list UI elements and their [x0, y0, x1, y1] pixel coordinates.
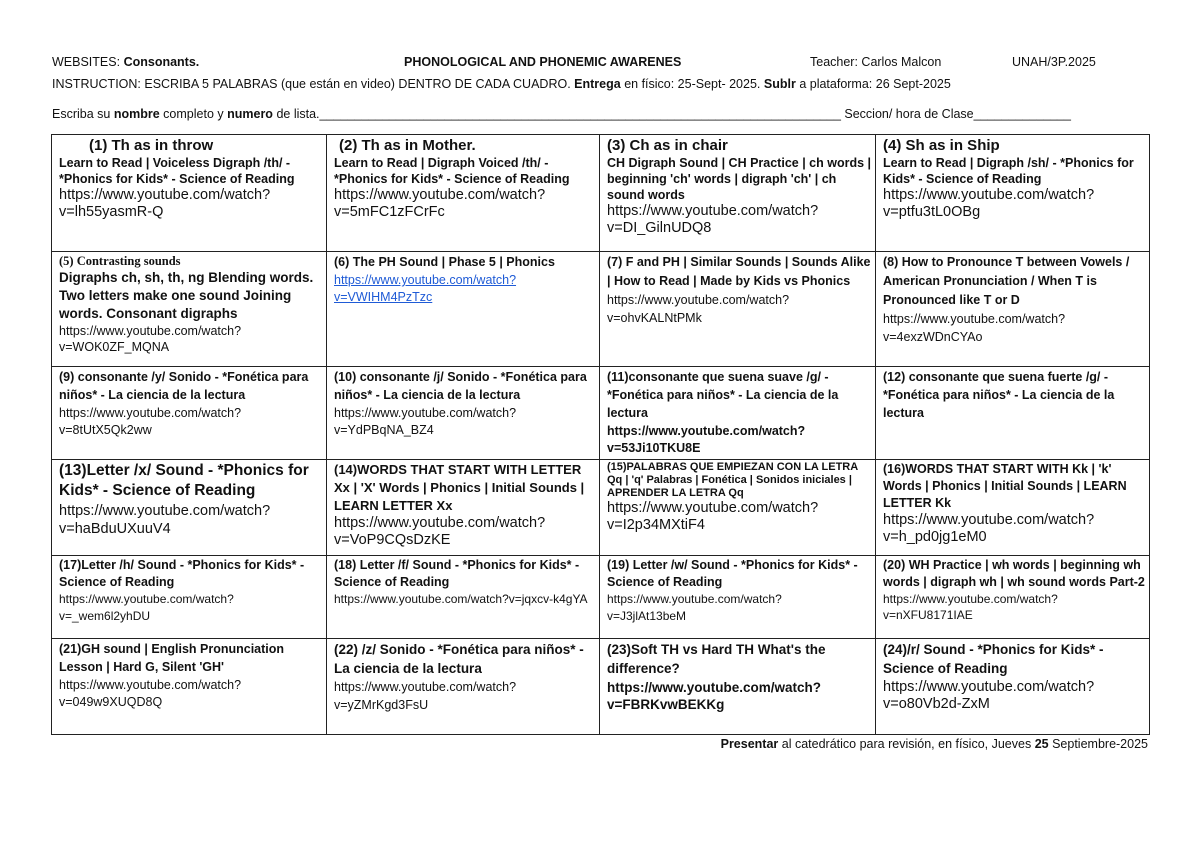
cell-title: (1) Th as in throw: [89, 137, 214, 154]
cell-link[interactable]: https://www.youtube.com/watch?: [607, 500, 819, 516]
cell-subtitle: Learn to Read | Digraph /sh/ - *Phonics for Kids* - Science of Reading: [883, 156, 1134, 186]
name-text-2: completo y: [163, 107, 224, 121]
cell-link-id[interactable]: v=FBRKvwBEKKg: [607, 697, 725, 712]
table-cell-19: [600, 556, 876, 639]
cell-link[interactable]: https://www.youtube.com/watch?: [59, 503, 271, 519]
cell-link[interactable]: https://www.youtube.com/watch?: [334, 680, 517, 694]
websites-line: [52, 55, 199, 69]
footer-day: 25: [1034, 737, 1049, 751]
cell-title: (15)PALABRAS QUE EMPIEZAN CON LA LETRA Qq | 'q' Palabras | Fonética | Sonidos iniciales | APRENDER LA LETRA Qq: [607, 461, 858, 499]
table-cell-16: [876, 460, 1150, 556]
table-cell-8: [876, 252, 1150, 367]
cell-link[interactable]: https://www.youtube.com/watch?: [883, 187, 1095, 203]
cell-title: (13)Letter /x/ Sound - *Phonics for Kids* - Science of Reading: [59, 462, 309, 499]
page-title: PHONOLOGICAL AND PHONEMIC AWARENES: [404, 55, 682, 69]
websites-value: Consonants.: [123, 55, 200, 69]
cell-title: (12) consonante que suena fuerte /g/ - *Fonética para niños* - La ciencia de la lectura: [883, 370, 1115, 420]
cell-link-id[interactable]: v=5mFC1zFCrFc: [334, 204, 445, 220]
table-row: [52, 556, 1150, 639]
cell-title: (6) The PH Sound | Phase 5 | Phonics: [334, 255, 555, 269]
cell-title: (4) Sh as in Ship: [883, 137, 1000, 154]
name-bold: nombre: [113, 107, 160, 121]
cell-title: (18) Letter /f/ Sound - *Phonics for Kids* - Science of Reading: [334, 558, 580, 589]
cell-link-id[interactable]: v=049w9XUQD8Q: [59, 695, 163, 709]
cell-title: (7) F and PH | Similar Sounds | Sounds Alike | How to Read | Made by Kids vs Phonics: [607, 255, 871, 288]
cell-link-id[interactable]: v=YdPBqNA_BZ4: [334, 423, 434, 437]
cell-title: (17)Letter /h/ Sound - *Phonics for Kids* - Science of Reading: [59, 558, 305, 589]
cell-link[interactable]: https://www.youtube.com/watch?: [334, 515, 546, 531]
table-cell-2: [327, 135, 600, 252]
name-text: Escriba su: [52, 107, 111, 121]
cell-subtitle: CH Digraph Sound | CH Practice | ch words | beginning 'ch' words | digraph 'ch' | ch sound words: [607, 156, 872, 202]
table-cell-17: [52, 556, 327, 639]
cell-link-id[interactable]: v=VWIHM4PzTzc: [334, 290, 433, 304]
cell-link-id[interactable]: v=I2p34MXtiF4: [607, 517, 705, 533]
table-row: [52, 639, 1150, 735]
cell-link[interactable]: https://www.youtube.com/watch?: [59, 406, 242, 420]
cell-link[interactable]: https://www.youtube.com/watch?: [607, 293, 790, 307]
instruction-line: [52, 77, 951, 91]
course-code: UNAH/3P.2025: [1012, 55, 1096, 69]
cell-link-id[interactable]: v=_wem6l2yhDU: [59, 609, 151, 623]
table-cell-14: [327, 460, 600, 556]
table-cell-5: [52, 252, 327, 367]
cell-link-id[interactable]: v=ptfu3tL0OBg: [883, 204, 981, 220]
cell-title: (8) How to Pronounce T between Vowels / American Pronunciation / When T is Pronounced like T or D: [883, 255, 1130, 307]
cell-link-id[interactable]: v=WOK0ZF_MQNA: [59, 340, 170, 354]
cell-link[interactable]: https://www.youtube.com/watch?: [883, 512, 1095, 528]
table-cell-6: [327, 252, 600, 367]
number-bold: numero: [227, 107, 273, 121]
cell-subtitle: Digraphs ch, sh, th, ng Blending words. Two letters make one sound Joining words. Consonant digraphs: [59, 270, 314, 321]
table-cell-22: [327, 639, 600, 735]
instruction-date: en físico: 25-Sept- 2025.: [624, 77, 761, 91]
cell-title: (19) Letter /w/ Sound - *Phonics for Kids* - Science of Reading: [607, 558, 858, 589]
name-blank-line: de lista.___________________________________________________________________________ Seccion/ hora de Clase______________: [276, 107, 1071, 121]
instruction-platform: a plataforma: 26 Sept-2025: [799, 77, 951, 91]
cell-link[interactable]: https://www.youtube.com/watch?: [334, 406, 517, 420]
cell-title: (21)GH sound | English Pronunciation Lesson | Hard G, Silent 'GH': [59, 642, 285, 674]
table-cell-24: [876, 639, 1150, 735]
cell-link-id[interactable]: v=haBduUXuuV4: [59, 521, 171, 537]
footer-date: Septiembre-2025: [1052, 737, 1148, 751]
cell-link[interactable]: https://www.youtube.com/watch?: [883, 312, 1066, 326]
cell-link[interactable]: https://www.youtube.com/watch?: [334, 273, 517, 287]
cell-link-id[interactable]: v=DI_GilnUDQ8: [607, 220, 712, 236]
instruction-text: INSTRUCTION: ESCRIBA 5 PALABRAS (que están en video) DENTRO DE CADA CUADRO.: [52, 77, 571, 91]
table-cell-15: [600, 460, 876, 556]
cell-link[interactable]: https://www.youtube.com/watch?: [883, 592, 1058, 606]
table-cell-20: [876, 556, 1150, 639]
cell-link-id[interactable]: v=lh55yasmR-Q: [59, 204, 164, 220]
cell-title: (22) /z/ Sonido - *Fonética para niños* - La ciencia de la lectura: [334, 642, 584, 676]
table-row: [52, 135, 1150, 252]
cell-title: (23)Soft TH vs Hard TH What's the difference?: [607, 642, 826, 676]
instruction-subir: Sublr: [763, 77, 796, 91]
cell-title: (5) Contrasting sounds: [59, 254, 181, 268]
cell-title: (16)WORDS THAT START WITH Kk | 'k' Words | Phonics | Initial Sounds | LEARN LETTER Kk: [883, 462, 1127, 510]
cell-link-id[interactable]: v=h_pd0jg1eM0: [883, 529, 987, 545]
cell-link[interactable]: https://www.youtube.com/watch?: [59, 678, 242, 692]
table-cell-3: [600, 135, 876, 252]
table-cell-18: [327, 556, 600, 639]
cell-title: (2) Th as in Mother.: [339, 137, 476, 154]
cell-title: (20) WH Practice | wh words | beginning wh words | digraph wh | wh sound words Part-2: [883, 558, 1145, 589]
cell-link-id[interactable]: v=nXFU8171IAE: [883, 608, 973, 622]
cell-subtitle: Learn to Read | Voiceless Digraph /th/ - *Phonics for Kids* - Science of Reading: [59, 156, 295, 186]
cell-link[interactable]: https://www.youtube.com/watch?: [59, 187, 271, 203]
cell-title: (9) consonante /y/ Sonido - *Fonética para niños* - La ciencia de la lectura: [59, 370, 309, 402]
cell-link[interactable]: https://www.youtube.com/watch?: [883, 679, 1095, 695]
cell-title: (3) Ch as in chair: [607, 137, 728, 154]
instruction-entrega: Entrega: [574, 77, 621, 91]
footer-bold: Presentar: [720, 737, 779, 751]
teacher-name: Teacher: Carlos Malcon: [810, 55, 942, 69]
cell-link[interactable]: https://www.youtube.com/watch?: [607, 203, 819, 219]
table-cell-11: [600, 367, 876, 460]
cell-subtitle: Learn to Read | Digraph Voiced /th/ - *Phonics for Kids* - Science of Reading: [334, 156, 570, 186]
cell-link-id[interactable]: v=VoP9CQsDzKE: [334, 532, 451, 548]
cell-link[interactable]: https://www.youtube.com/watch?: [59, 592, 234, 606]
cell-title: (10) consonante /j/ Sonido - *Fonética para niños* - La ciencia de la lectura: [334, 370, 587, 402]
table-cell-4: [876, 135, 1150, 252]
table-row: [52, 367, 1150, 460]
cell-link-id[interactable]: v=J3jlAt13beM: [607, 609, 687, 623]
table-row: [52, 252, 1150, 367]
cell-title: (14)WORDS THAT START WITH LETTER Xx | 'X' Words | Phonics | Initial Sounds | LEARN LETTER Xx: [334, 462, 585, 513]
websites-label: WEBSITES:: [52, 55, 121, 69]
cell-link-id[interactable]: v=ohvKALNtPMk: [607, 311, 702, 325]
table-row: [52, 460, 1150, 556]
cell-link[interactable]: https://www.youtube.com/watch?: [607, 592, 782, 606]
cell-link-id[interactable]: v=o80Vb2d-ZxM: [883, 696, 990, 712]
table-cell-10: [327, 367, 600, 460]
footer-note: [721, 737, 1148, 751]
table-cell-21: [52, 639, 327, 735]
table-cell-9: [52, 367, 327, 460]
name-line: [52, 107, 1071, 121]
cell-link[interactable]: https://www.youtube.com/watch?: [607, 424, 806, 438]
cell-link-id[interactable]: v=yZMrKgd3FsU: [334, 698, 429, 712]
cell-title: (11)consonante que suena suave /g/ - *Fonética para niños* - La ciencia de la lectura: [607, 370, 839, 420]
cell-link-id[interactable]: v=8tUtX5Qk2ww: [59, 423, 152, 437]
video-table: [51, 134, 1150, 735]
table-cell-13: [52, 460, 327, 556]
cell-link[interactable]: https://www.youtube.com/watch?v=jqxcv-k4gYA: [334, 592, 588, 606]
cell-link-id[interactable]: v=53Ji10TKU8E: [607, 441, 701, 455]
footer-text: al catedrático para revisión, en físico, Jueves: [781, 737, 1032, 751]
table-cell-12: [876, 367, 1150, 460]
table-cell-7: [600, 252, 876, 367]
table-cell-23: [600, 639, 876, 735]
cell-link[interactable]: https://www.youtube.com/watch?: [59, 324, 242, 338]
cell-link[interactable]: https://www.youtube.com/watch?: [607, 680, 822, 695]
table-cell-1: [52, 135, 327, 252]
cell-title: (24)/r/ Sound - *Phonics for Kids* - Science of Reading: [883, 642, 1104, 676]
cell-link[interactable]: https://www.youtube.com/watch?: [334, 187, 546, 203]
cell-link-id[interactable]: v=4exzWDnCYAo: [883, 330, 983, 344]
